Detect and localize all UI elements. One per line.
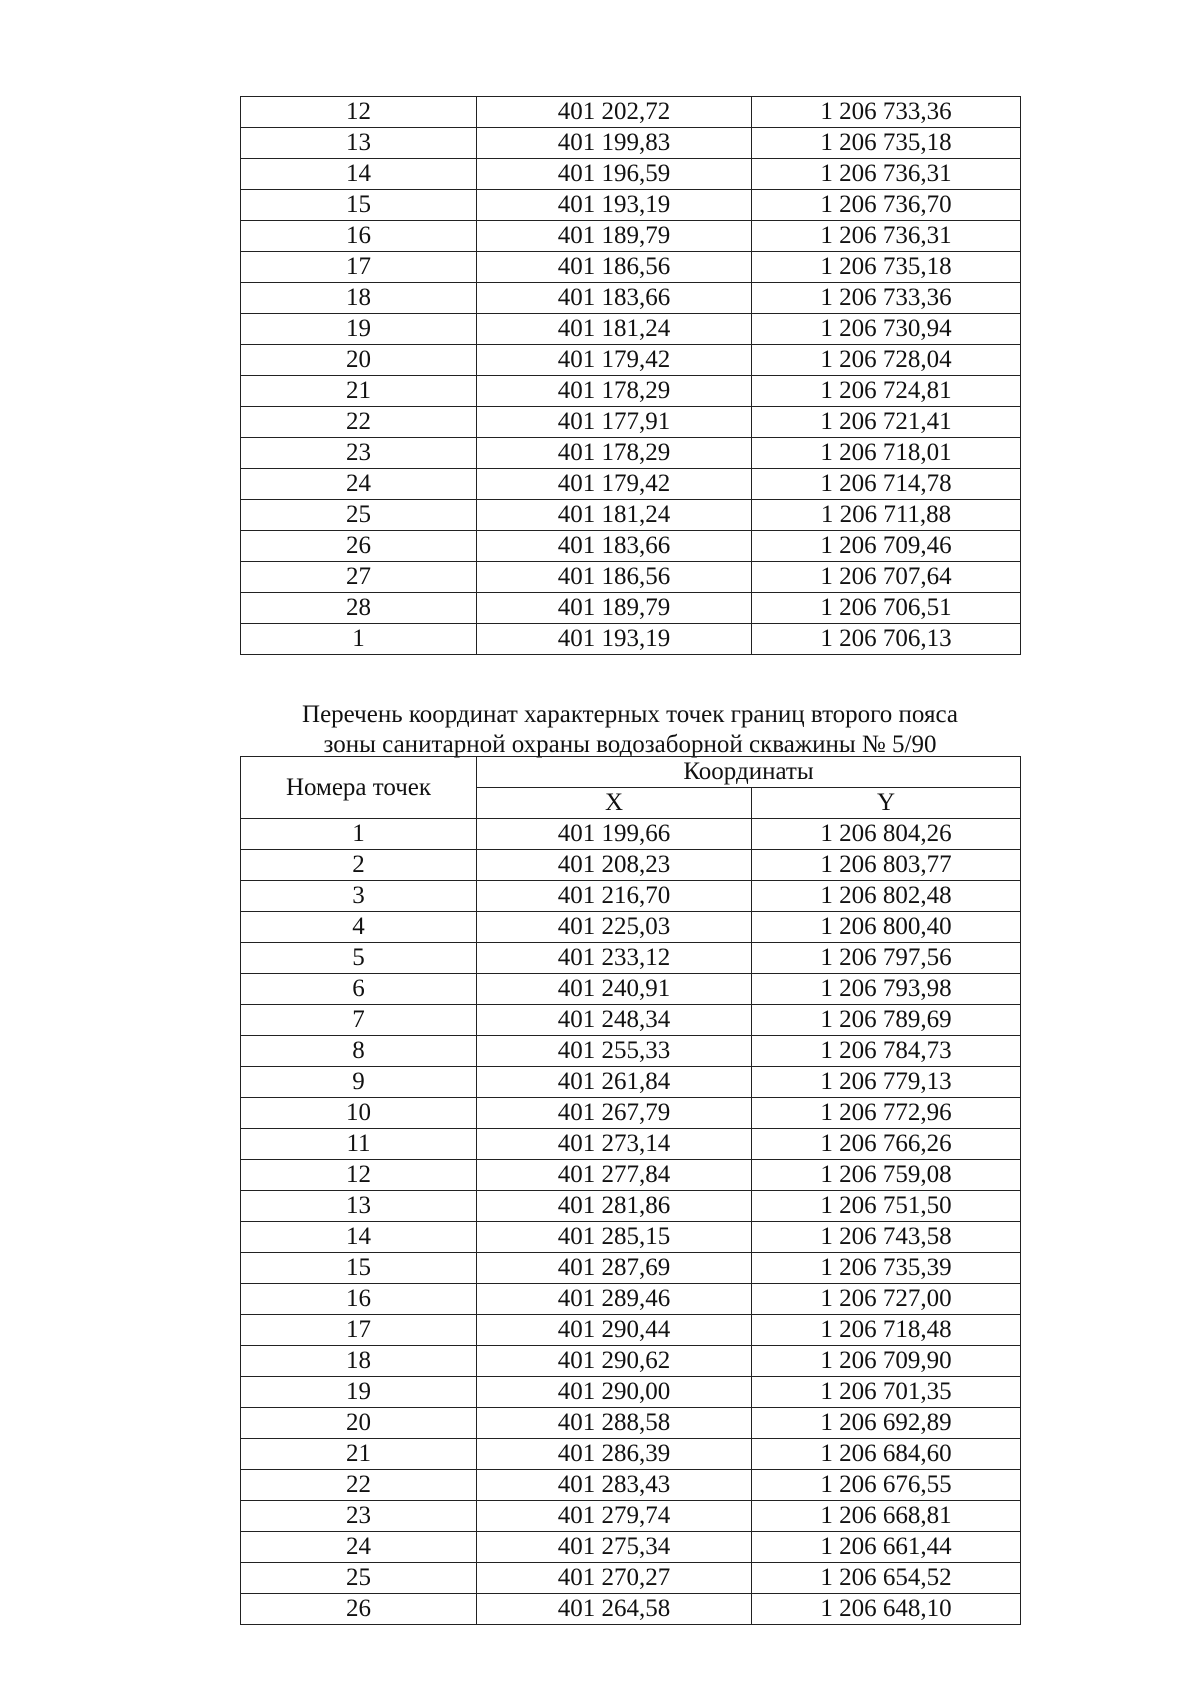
point-number-cell: 25 bbox=[241, 500, 477, 531]
y-coordinate-cell: 1 206 718,01 bbox=[752, 438, 1021, 469]
point-number-cell: 13 bbox=[241, 1191, 477, 1222]
coordinates-table-continued-body bbox=[241, 97, 1021, 655]
x-coordinate-cell: 401 290,44 bbox=[477, 1315, 752, 1346]
y-coordinate-cell: 1 206 654,52 bbox=[752, 1563, 1021, 1594]
y-coordinate-cell: 1 206 736,31 bbox=[752, 221, 1021, 252]
table-header bbox=[241, 757, 1021, 819]
y-coordinate-cell: 1 206 751,50 bbox=[752, 1191, 1021, 1222]
y-coordinate-cell: 1 206 648,10 bbox=[752, 1594, 1021, 1625]
y-coordinate-cell: 1 206 735,39 bbox=[752, 1253, 1021, 1284]
point-number-cell: 5 bbox=[241, 943, 477, 974]
point-number-cell: 24 bbox=[241, 1532, 477, 1563]
x-coordinate-cell: 401 290,62 bbox=[477, 1346, 752, 1377]
x-coordinate-cell: 401 287,69 bbox=[477, 1253, 752, 1284]
header-x: X bbox=[477, 788, 752, 819]
y-coordinate-cell: 1 206 800,40 bbox=[752, 912, 1021, 943]
point-number-cell: 1 bbox=[241, 624, 477, 655]
table-row bbox=[241, 221, 1021, 252]
point-number-cell: 19 bbox=[241, 314, 477, 345]
table-row bbox=[241, 850, 1021, 881]
header-point-numbers: Номера точек bbox=[241, 757, 477, 819]
point-number-cell: 17 bbox=[241, 1315, 477, 1346]
x-coordinate-cell: 401 189,79 bbox=[477, 221, 752, 252]
x-coordinate-cell: 401 186,56 bbox=[477, 252, 752, 283]
point-number-cell: 22 bbox=[241, 407, 477, 438]
table-row bbox=[241, 376, 1021, 407]
table-row bbox=[241, 469, 1021, 500]
y-coordinate-cell: 1 206 706,51 bbox=[752, 593, 1021, 624]
y-coordinate-cell: 1 206 668,81 bbox=[752, 1501, 1021, 1532]
section-title bbox=[240, 700, 1020, 760]
table-row bbox=[241, 190, 1021, 221]
y-coordinate-cell: 1 206 735,18 bbox=[752, 252, 1021, 283]
x-coordinate-cell: 401 183,66 bbox=[477, 283, 752, 314]
point-number-cell: 13 bbox=[241, 128, 477, 159]
y-coordinate-cell: 1 206 736,70 bbox=[752, 190, 1021, 221]
x-coordinate-cell: 401 189,79 bbox=[477, 593, 752, 624]
x-coordinate-cell: 401 233,12 bbox=[477, 943, 752, 974]
table-row bbox=[241, 159, 1021, 190]
table-row bbox=[241, 1408, 1021, 1439]
y-coordinate-cell: 1 206 789,69 bbox=[752, 1005, 1021, 1036]
coordinates-table-continued bbox=[240, 96, 1021, 655]
table-row bbox=[241, 1067, 1021, 1098]
x-coordinate-cell: 401 178,29 bbox=[477, 376, 752, 407]
y-coordinate-cell: 1 206 661,44 bbox=[752, 1532, 1021, 1563]
y-coordinate-cell: 1 206 736,31 bbox=[752, 159, 1021, 190]
point-number-cell: 24 bbox=[241, 469, 477, 500]
x-coordinate-cell: 401 255,33 bbox=[477, 1036, 752, 1067]
point-number-cell: 10 bbox=[241, 1098, 477, 1129]
y-coordinate-cell: 1 206 730,94 bbox=[752, 314, 1021, 345]
table-row bbox=[241, 1532, 1021, 1563]
point-number-cell: 12 bbox=[241, 1160, 477, 1191]
x-coordinate-cell: 401 202,72 bbox=[477, 97, 752, 128]
y-coordinate-cell: 1 206 684,60 bbox=[752, 1439, 1021, 1470]
point-number-cell: 15 bbox=[241, 190, 477, 221]
y-coordinate-cell: 1 206 701,35 bbox=[752, 1377, 1021, 1408]
x-coordinate-cell: 401 261,84 bbox=[477, 1067, 752, 1098]
y-coordinate-cell: 1 206 733,36 bbox=[752, 283, 1021, 314]
point-number-cell: 4 bbox=[241, 912, 477, 943]
point-number-cell: 23 bbox=[241, 438, 477, 469]
y-coordinate-cell: 1 206 714,78 bbox=[752, 469, 1021, 500]
y-coordinate-cell: 1 206 727,00 bbox=[752, 1284, 1021, 1315]
header-coordinates: Координаты bbox=[477, 757, 1021, 788]
point-number-cell: 26 bbox=[241, 531, 477, 562]
x-coordinate-cell: 401 181,24 bbox=[477, 500, 752, 531]
x-coordinate-cell: 401 277,84 bbox=[477, 1160, 752, 1191]
y-coordinate-cell: 1 206 692,89 bbox=[752, 1408, 1021, 1439]
point-number-cell: 9 bbox=[241, 1067, 477, 1098]
point-number-cell: 20 bbox=[241, 1408, 477, 1439]
table-row bbox=[241, 881, 1021, 912]
point-number-cell: 14 bbox=[241, 1222, 477, 1253]
table-row bbox=[241, 97, 1021, 128]
point-number-cell: 18 bbox=[241, 1346, 477, 1377]
x-coordinate-cell: 401 267,79 bbox=[477, 1098, 752, 1129]
y-coordinate-cell: 1 206 707,64 bbox=[752, 562, 1021, 593]
table-row bbox=[241, 407, 1021, 438]
table-row bbox=[241, 624, 1021, 655]
y-coordinate-cell: 1 206 759,08 bbox=[752, 1160, 1021, 1191]
point-number-cell: 15 bbox=[241, 1253, 477, 1284]
x-coordinate-cell: 401 225,03 bbox=[477, 912, 752, 943]
point-number-cell: 11 bbox=[241, 1129, 477, 1160]
point-number-cell: 21 bbox=[241, 1439, 477, 1470]
table-row bbox=[241, 314, 1021, 345]
y-coordinate-cell: 1 206 766,26 bbox=[752, 1129, 1021, 1160]
section-title-line-1: Перечень координат характерных точек границ второго пояса bbox=[302, 701, 958, 728]
y-coordinate-cell: 1 206 779,13 bbox=[752, 1067, 1021, 1098]
y-coordinate-cell: 1 206 793,98 bbox=[752, 974, 1021, 1005]
point-number-cell: 21 bbox=[241, 376, 477, 407]
x-coordinate-cell: 401 183,66 bbox=[477, 531, 752, 562]
table-row bbox=[241, 438, 1021, 469]
x-coordinate-cell: 401 283,43 bbox=[477, 1470, 752, 1501]
y-coordinate-cell: 1 206 803,77 bbox=[752, 850, 1021, 881]
table-header-row bbox=[241, 757, 1021, 788]
y-coordinate-cell: 1 206 784,73 bbox=[752, 1036, 1021, 1067]
table-row bbox=[241, 1191, 1021, 1222]
y-coordinate-cell: 1 206 802,48 bbox=[752, 881, 1021, 912]
y-coordinate-cell: 1 206 718,48 bbox=[752, 1315, 1021, 1346]
table-row bbox=[241, 819, 1021, 850]
y-coordinate-cell: 1 206 706,13 bbox=[752, 624, 1021, 655]
point-number-cell: 18 bbox=[241, 283, 477, 314]
x-coordinate-cell: 401 273,14 bbox=[477, 1129, 752, 1160]
point-number-cell: 14 bbox=[241, 159, 477, 190]
y-coordinate-cell: 1 206 721,41 bbox=[752, 407, 1021, 438]
x-coordinate-cell: 401 286,39 bbox=[477, 1439, 752, 1470]
table-row bbox=[241, 1036, 1021, 1067]
table-row bbox=[241, 1563, 1021, 1594]
x-coordinate-cell: 401 186,56 bbox=[477, 562, 752, 593]
x-coordinate-cell: 401 290,00 bbox=[477, 1377, 752, 1408]
x-coordinate-cell: 401 177,91 bbox=[477, 407, 752, 438]
y-coordinate-cell: 1 206 743,58 bbox=[752, 1222, 1021, 1253]
table-row bbox=[241, 283, 1021, 314]
table-row bbox=[241, 500, 1021, 531]
table-row bbox=[241, 593, 1021, 624]
table-row bbox=[241, 912, 1021, 943]
point-number-cell: 19 bbox=[241, 1377, 477, 1408]
x-coordinate-cell: 401 199,83 bbox=[477, 128, 752, 159]
y-coordinate-cell: 1 206 797,56 bbox=[752, 943, 1021, 974]
section-title-line-2: зоны санитарной охраны водозаборной скважины № 5/90 bbox=[323, 731, 937, 758]
table-row bbox=[241, 531, 1021, 562]
table-row bbox=[241, 1439, 1021, 1470]
table-row bbox=[241, 252, 1021, 283]
table-row bbox=[241, 1005, 1021, 1036]
coordinates-table-second-belt-body bbox=[241, 819, 1021, 1625]
table-row bbox=[241, 1284, 1021, 1315]
coordinates-table-second-belt bbox=[240, 756, 1021, 1625]
x-coordinate-cell: 401 193,19 bbox=[477, 190, 752, 221]
y-coordinate-cell: 1 206 711,88 bbox=[752, 500, 1021, 531]
table-row bbox=[241, 128, 1021, 159]
x-coordinate-cell: 401 289,46 bbox=[477, 1284, 752, 1315]
point-number-cell: 1 bbox=[241, 819, 477, 850]
x-coordinate-cell: 401 281,86 bbox=[477, 1191, 752, 1222]
x-coordinate-cell: 401 240,91 bbox=[477, 974, 752, 1005]
point-number-cell: 6 bbox=[241, 974, 477, 1005]
y-coordinate-cell: 1 206 804,26 bbox=[752, 819, 1021, 850]
point-number-cell: 20 bbox=[241, 345, 477, 376]
table-row bbox=[241, 1222, 1021, 1253]
table-row bbox=[241, 1315, 1021, 1346]
x-coordinate-cell: 401 179,42 bbox=[477, 345, 752, 376]
point-number-cell: 12 bbox=[241, 97, 477, 128]
table-row bbox=[241, 1594, 1021, 1625]
header-y: Y bbox=[752, 788, 1021, 819]
table-row bbox=[241, 562, 1021, 593]
point-number-cell: 22 bbox=[241, 1470, 477, 1501]
table-row bbox=[241, 1160, 1021, 1191]
y-coordinate-cell: 1 206 728,04 bbox=[752, 345, 1021, 376]
point-number-cell: 2 bbox=[241, 850, 477, 881]
point-number-cell: 3 bbox=[241, 881, 477, 912]
table-row bbox=[241, 974, 1021, 1005]
x-coordinate-cell: 401 193,19 bbox=[477, 624, 752, 655]
y-coordinate-cell: 1 206 735,18 bbox=[752, 128, 1021, 159]
y-coordinate-cell: 1 206 709,90 bbox=[752, 1346, 1021, 1377]
point-number-cell: 27 bbox=[241, 562, 477, 593]
x-coordinate-cell: 401 178,29 bbox=[477, 438, 752, 469]
table-row bbox=[241, 1346, 1021, 1377]
x-coordinate-cell: 401 196,59 bbox=[477, 159, 752, 190]
table-row bbox=[241, 1098, 1021, 1129]
y-coordinate-cell: 1 206 772,96 bbox=[752, 1098, 1021, 1129]
table-row bbox=[241, 943, 1021, 974]
point-number-cell: 28 bbox=[241, 593, 477, 624]
x-coordinate-cell: 401 181,24 bbox=[477, 314, 752, 345]
x-coordinate-cell: 401 275,34 bbox=[477, 1532, 752, 1563]
y-coordinate-cell: 1 206 724,81 bbox=[752, 376, 1021, 407]
point-number-cell: 8 bbox=[241, 1036, 477, 1067]
point-number-cell: 25 bbox=[241, 1563, 477, 1594]
x-coordinate-cell: 401 248,34 bbox=[477, 1005, 752, 1036]
x-coordinate-cell: 401 279,74 bbox=[477, 1501, 752, 1532]
table-row bbox=[241, 1501, 1021, 1532]
x-coordinate-cell: 401 208,23 bbox=[477, 850, 752, 881]
x-coordinate-cell: 401 288,58 bbox=[477, 1408, 752, 1439]
point-number-cell: 23 bbox=[241, 1501, 477, 1532]
point-number-cell: 16 bbox=[241, 1284, 477, 1315]
x-coordinate-cell: 401 199,66 bbox=[477, 819, 752, 850]
x-coordinate-cell: 401 216,70 bbox=[477, 881, 752, 912]
table-row bbox=[241, 1253, 1021, 1284]
table-row bbox=[241, 1129, 1021, 1160]
table-row bbox=[241, 1377, 1021, 1408]
table-row bbox=[241, 1470, 1021, 1501]
x-coordinate-cell: 401 179,42 bbox=[477, 469, 752, 500]
table-row bbox=[241, 345, 1021, 376]
y-coordinate-cell: 1 206 676,55 bbox=[752, 1470, 1021, 1501]
x-coordinate-cell: 401 285,15 bbox=[477, 1222, 752, 1253]
point-number-cell: 16 bbox=[241, 221, 477, 252]
y-coordinate-cell: 1 206 709,46 bbox=[752, 531, 1021, 562]
point-number-cell: 17 bbox=[241, 252, 477, 283]
y-coordinate-cell: 1 206 733,36 bbox=[752, 97, 1021, 128]
x-coordinate-cell: 401 270,27 bbox=[477, 1563, 752, 1594]
point-number-cell: 26 bbox=[241, 1594, 477, 1625]
x-coordinate-cell: 401 264,58 bbox=[477, 1594, 752, 1625]
point-number-cell: 7 bbox=[241, 1005, 477, 1036]
